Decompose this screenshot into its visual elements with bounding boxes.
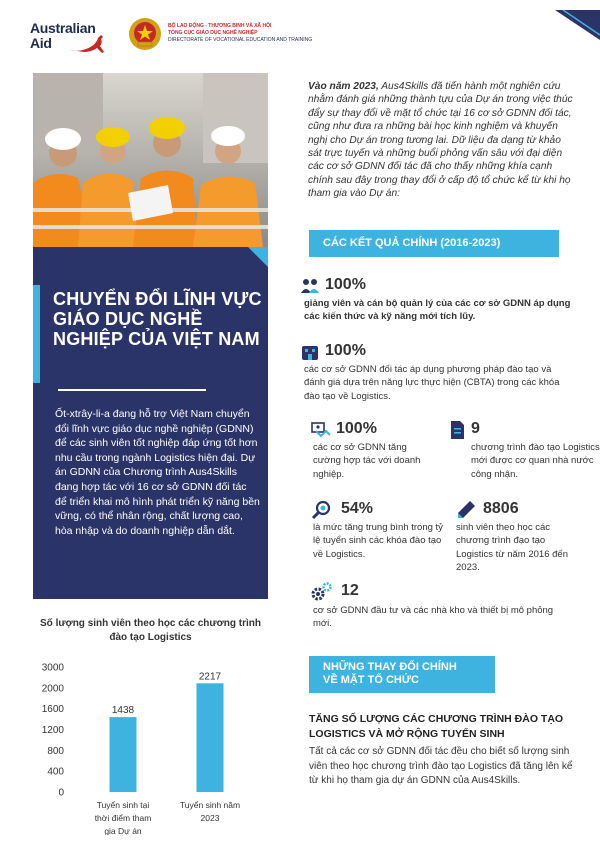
stat-value: 100% (325, 276, 366, 293)
stat-value: 54% (341, 500, 374, 517)
stat-desc: các cơ sở GDNN tăng cường hợp tác với doanh nghiệp. (313, 442, 421, 480)
x-category-label: gia Dự án (104, 826, 142, 835)
gears-icon (311, 582, 333, 602)
changes-body: Tất cả các cơ sở GDNN đối tác đều cho biết số lượng sinh viên theo học chương trình đào tạo Logistics đã tăng lên kể từ khi họ tham gia dự án GDNN của Aus4Skills. (309, 746, 573, 786)
y-tick-label: 2000 (41, 683, 64, 695)
stat-desc: chương trình đào tạo Logistics mới được cơ quan nhà nước công nhận. (471, 442, 600, 480)
y-tick-label: 400 (47, 766, 64, 778)
chart-bar (110, 717, 137, 792)
building-icon (300, 342, 320, 362)
chart-title: Số lượng sinh viên theo học các chương trình đào tạo Logistics (40, 618, 261, 643)
stat-desc: cơ sở GDNN đầu tư và các nhà kho và thiết bị mô phỏng mới. (313, 605, 554, 630)
stat-item (447, 420, 600, 484)
panel-title: CHUYỂN ĐỔI LĨNH VỰC GIÁO DỤC NGHỀ NGHIỆP CỦA VIỆT NAM (53, 289, 262, 349)
stat-item (311, 500, 451, 566)
y-tick-label: 1600 (41, 704, 64, 716)
y-tick-label: 800 (47, 745, 64, 757)
magnifier-icon (311, 500, 331, 520)
pencil-icon (456, 500, 476, 520)
corner-stripes-decoration (545, 10, 600, 40)
ministry-line2: TỔNG CỤC GIÁO DỤC NGHỀ NGHIỆP (168, 30, 258, 36)
x-category-label: Tuyển sinh năm (179, 800, 241, 810)
stat-item (300, 342, 580, 406)
intro-paragraph (308, 80, 576, 201)
results-heading: CÁC KẾT QUẢ CHÍNH (2016-2023) (309, 230, 559, 257)
panel-corner-decoration (248, 247, 268, 267)
kangaroo-icon (68, 32, 114, 54)
x-category-label: 2023 (200, 813, 220, 823)
stat-item (311, 420, 441, 484)
y-tick-label: 3000 (41, 662, 64, 674)
ministry-line1: BỘ LAO ĐỘNG - THƯƠNG BINH VÀ XÃ HỘI (168, 23, 272, 29)
australian-aid-logo (30, 20, 120, 56)
stat-value: 100% (325, 342, 366, 359)
stat-value: 100% (336, 420, 377, 437)
people-icon (300, 276, 320, 296)
stat-desc: sinh viên theo học các chương trình đạo tạo Logistics từ năm 2016 đến 2023. (456, 522, 568, 574)
stat-item (300, 276, 580, 328)
bar-value-label: 2217 (198, 671, 222, 683)
enrollment-bar-chart (30, 655, 270, 835)
logo-text-line2: Aid (30, 35, 52, 51)
stat-desc: giảng viên và cán bộ quản lý của các cơ sở GDNN áp dụng các kiến thức và kỹ năng mới tích lũy. (304, 298, 571, 323)
logo-text-line1: Australian (30, 20, 96, 36)
students-photo (33, 73, 268, 247)
changes-heading-line1: NHỮNG THAY ĐỔI CHÍNH (323, 661, 457, 673)
stat-desc: các cơ sở GDNN đối tác áp dụng phương pháp đào tạo và đánh giá dựa trên năng lực thực hiện (CBTA) trong các khóa đào tạo về Logistics. (304, 364, 560, 402)
panel-body: Ốt-xtrây-li-a đang hỗ trợ Việt Nam chuyển đổi lĩnh vực giáo dục nghề nghiệp (GDNN) để các sinh viên tốt nghiệp đáp ứng tốt hơn nhu cầu trong ngành Logistics hiện đại. Dự án GDNN của Chương trình Aus4Skills đang hợp tác với 16 cơ sở GDNN đối tác để triển khai mô hình phát triển kỹ năng bền vững, có thể nhân rộng, chất lượng cao, hòa nhập và do doanh nghiệp dẫn dắt. (55, 408, 260, 537)
ministry-line3: DIRECTORATE OF VOCATIONAL EDUCATION AND TRAINING (168, 37, 313, 43)
stat-value: 9 (471, 420, 480, 437)
panel-divider (58, 389, 206, 391)
y-tick-label: 0 (58, 787, 64, 799)
stat-item (456, 500, 586, 582)
handshake-icon (311, 420, 331, 440)
bar-value-label: 1438 (111, 705, 135, 717)
stat-value: 12 (341, 582, 359, 599)
intro-lead: Vào năm 2023, (308, 81, 379, 92)
stat-item (311, 582, 581, 634)
y-tick-label: 1200 (41, 725, 64, 736)
stat-desc: là mức tăng trung bình trong tỷ lệ tuyển sinh các khóa đào tạo về Logistics. (313, 522, 443, 560)
intro-text: Aus4Skills đã tiến hành một nghiên cứu nhằm đánh giá những thành tựu của Dự án trong việc thúc đẩy sự thay đổi về mặt tổ chức tại 16 cơ sở GDNN đối tác, cũng như đưa ra những bài học kinh nghiệm và khuyến nghị cho Dự án trong tương lai. Dữ liệu đa dạng từ khảo sát trực tuyến và những buổi phỏng vấn sâu với đại diện các cơ sở GDNN đối tác đã cho thấy những khía cạnh chính sau đây trong thay đổi ở cấp độ tổ chức kể từ khi họ tham gia vào Dự án: (308, 81, 573, 200)
x-category-label: Tuyển sinh tại (96, 800, 150, 810)
stat-value: 8806 (483, 500, 519, 517)
panel-accent-bar (33, 285, 40, 383)
x-category-label: thời điểm tham (94, 813, 152, 823)
changes-heading (309, 656, 495, 693)
intro-panel (33, 247, 268, 599)
chart-bar (197, 683, 224, 792)
changes-sub-heading: TĂNG SỐ LƯỢNG CÁC CHƯƠNG TRÌNH ĐÀO TẠO LOGISTICS VÀ MỞ RỘNG TUYỂN SINH (309, 713, 564, 740)
national-emblem-icon (128, 17, 162, 51)
ministry-name (168, 23, 312, 44)
changes-heading-line2: VỀ MẶT TỔ CHỨC (323, 674, 419, 686)
document-icon (447, 420, 467, 440)
